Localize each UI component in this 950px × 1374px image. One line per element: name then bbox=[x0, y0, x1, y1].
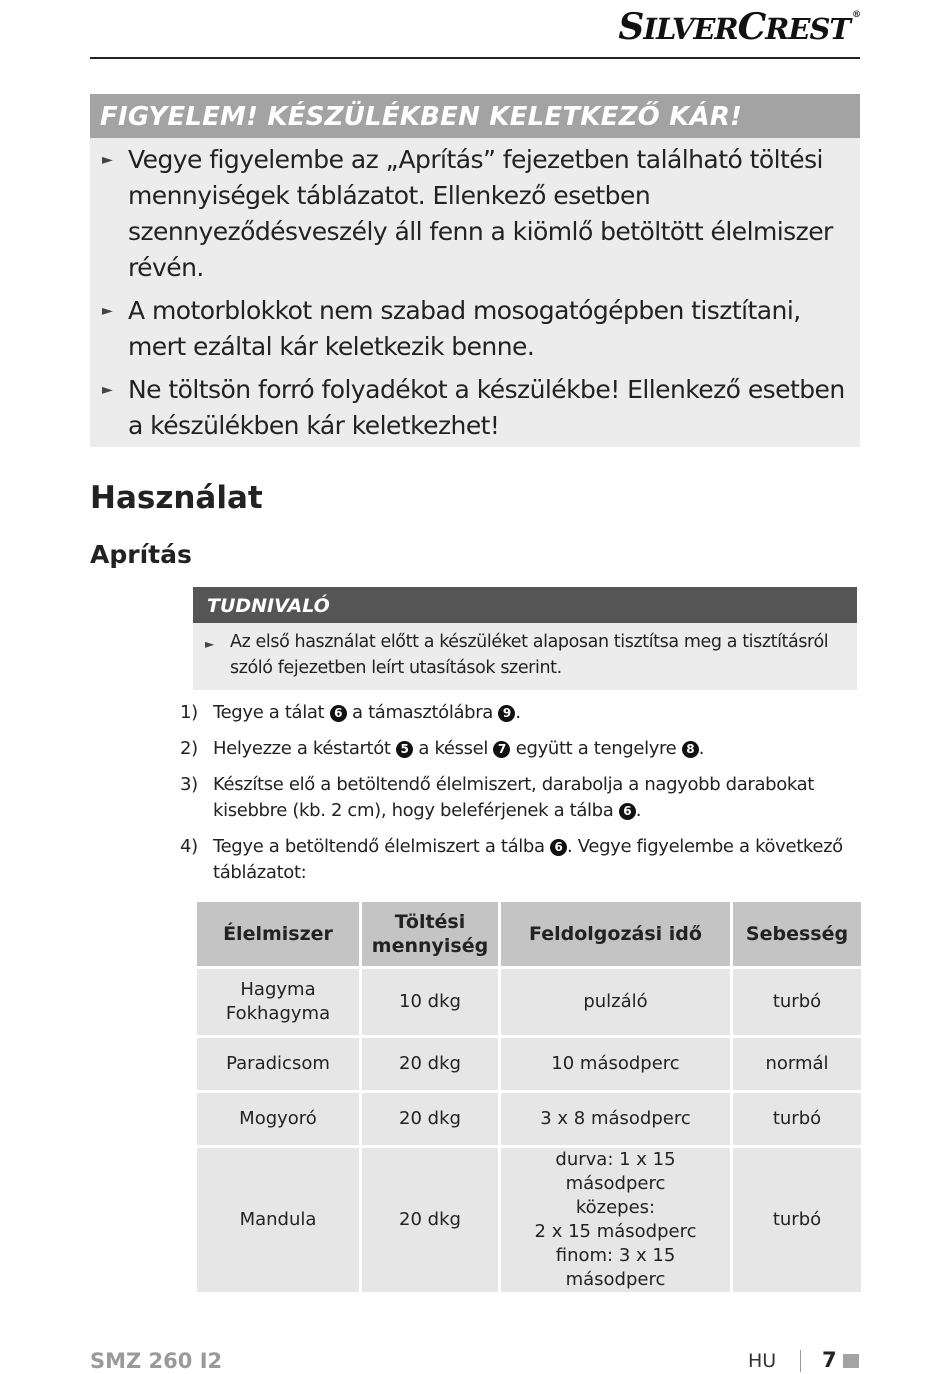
part-reference: 6 bbox=[550, 839, 567, 856]
table-cell: 20 dkg bbox=[362, 1148, 498, 1292]
note-title: TUDNIVALÓ bbox=[193, 587, 857, 623]
bullet-arrow-icon: ► bbox=[102, 303, 113, 319]
table-cell: turbó bbox=[733, 969, 861, 1035]
table-cell: 10 dkg bbox=[362, 969, 498, 1035]
note-item: ► Az első használat előtt a készüléket alaposan tisztítsa meg a tisztításról szóló fejezetben leírt utasítások szerint. bbox=[205, 632, 829, 678]
table-cell: 20 dkg bbox=[362, 1038, 498, 1090]
table-cell: Hagyma Fokhagyma bbox=[197, 969, 359, 1035]
note-box bbox=[193, 587, 857, 690]
page-number: 7 bbox=[822, 1348, 837, 1372]
table-cell: 10 másodperc bbox=[501, 1038, 730, 1090]
table-cell: normál bbox=[733, 1038, 861, 1090]
step-item: 2) Helyezze a késtartót 5 a késsel 7 együtt a tengelyre 8 . bbox=[180, 738, 705, 759]
table-row bbox=[197, 969, 861, 1035]
table-cell: 20 dkg bbox=[362, 1093, 498, 1145]
warning-item: ► Ne töltsön forró folyadékot a készülékbe! Ellenkező esetben a készülékben kár keletkezhet! bbox=[90, 372, 860, 444]
warning-item: ► A motorblokkot nem szabad mosogatógépben tisztítani, mert ezáltal kár keletkezik benne. bbox=[90, 293, 860, 365]
header-cell: Sebesség bbox=[733, 902, 861, 966]
table-cell: Paradicsom bbox=[197, 1038, 359, 1090]
table-row bbox=[197, 1093, 861, 1145]
warning-box bbox=[90, 94, 860, 447]
header-cell: Töltési mennyiség bbox=[362, 902, 498, 966]
warning-list bbox=[90, 138, 860, 444]
footer-separator bbox=[800, 1350, 801, 1372]
part-reference: 8 bbox=[682, 741, 699, 758]
section-title: Használat bbox=[90, 480, 263, 516]
table-cell: pulzáló bbox=[501, 969, 730, 1035]
part-reference: 6 bbox=[619, 803, 636, 820]
part-reference: 5 bbox=[396, 741, 413, 758]
table-header-row bbox=[197, 902, 861, 966]
table-cell: turbó bbox=[733, 1093, 861, 1145]
table-cell: turbó bbox=[733, 1148, 861, 1292]
part-reference: 9 bbox=[498, 705, 515, 722]
quantity-table-wrapper bbox=[194, 899, 864, 1295]
step-item: 4) Tegye a betöltendő élelmiszert a tálba 6 . Vegye figyelembe a következő táblázatot: bbox=[180, 836, 843, 883]
part-reference: 7 bbox=[493, 741, 510, 758]
warning-title: FIGYELEM! KÉSZÜLÉKBEN KELETKEZŐ KÁR! bbox=[90, 94, 860, 138]
bullet-arrow-icon: ► bbox=[102, 152, 113, 168]
part-reference: 6 bbox=[330, 705, 347, 722]
quantity-table bbox=[194, 899, 864, 1295]
steps-list bbox=[180, 700, 870, 896]
header-cell: Élelmiszer bbox=[197, 902, 359, 966]
silvercrest-logo: SILVERCREST ® bbox=[618, 6, 860, 48]
table-cell: durva: 1 x 15 másodperc közepes: 2 x 15 másodperc finom: 3 x 15 másodperc bbox=[501, 1148, 730, 1292]
page-marker-square bbox=[843, 1354, 859, 1368]
step-item: 1) Tegye a tálat 6 a támasztólábra 9 . bbox=[180, 702, 521, 723]
table-cell: Mogyoró bbox=[197, 1093, 359, 1145]
footer-language: HU bbox=[748, 1350, 777, 1372]
table-row bbox=[197, 1148, 861, 1292]
footer-model: SMZ 260 I2 bbox=[90, 1349, 223, 1373]
bullet-arrow-icon: ► bbox=[205, 637, 214, 651]
bullet-arrow-icon: ► bbox=[102, 382, 113, 398]
table-cell: Mandula bbox=[197, 1148, 359, 1292]
warning-item: ► Vegye figyelembe az „Aprítás” fejezetben található töltési mennyiségek táblázatot. Ellenkező esetben szennyeződésveszély áll fenn a kiömlő betöltött élelmiszer révén. bbox=[90, 142, 860, 286]
table-row bbox=[197, 1038, 861, 1090]
step-item: 3) Készítse elő a betöltendő élelmiszert, darabolja a nagyobb darabokat kisebbre (kb. 2 cm), hogy beleférjenek a tálba 6 . bbox=[180, 774, 815, 821]
header-rule bbox=[90, 57, 860, 59]
table-cell: 3 x 8 másodperc bbox=[501, 1093, 730, 1145]
header-cell: Feldolgozási idő bbox=[501, 902, 730, 966]
subsection-title: Aprítás bbox=[90, 540, 192, 569]
